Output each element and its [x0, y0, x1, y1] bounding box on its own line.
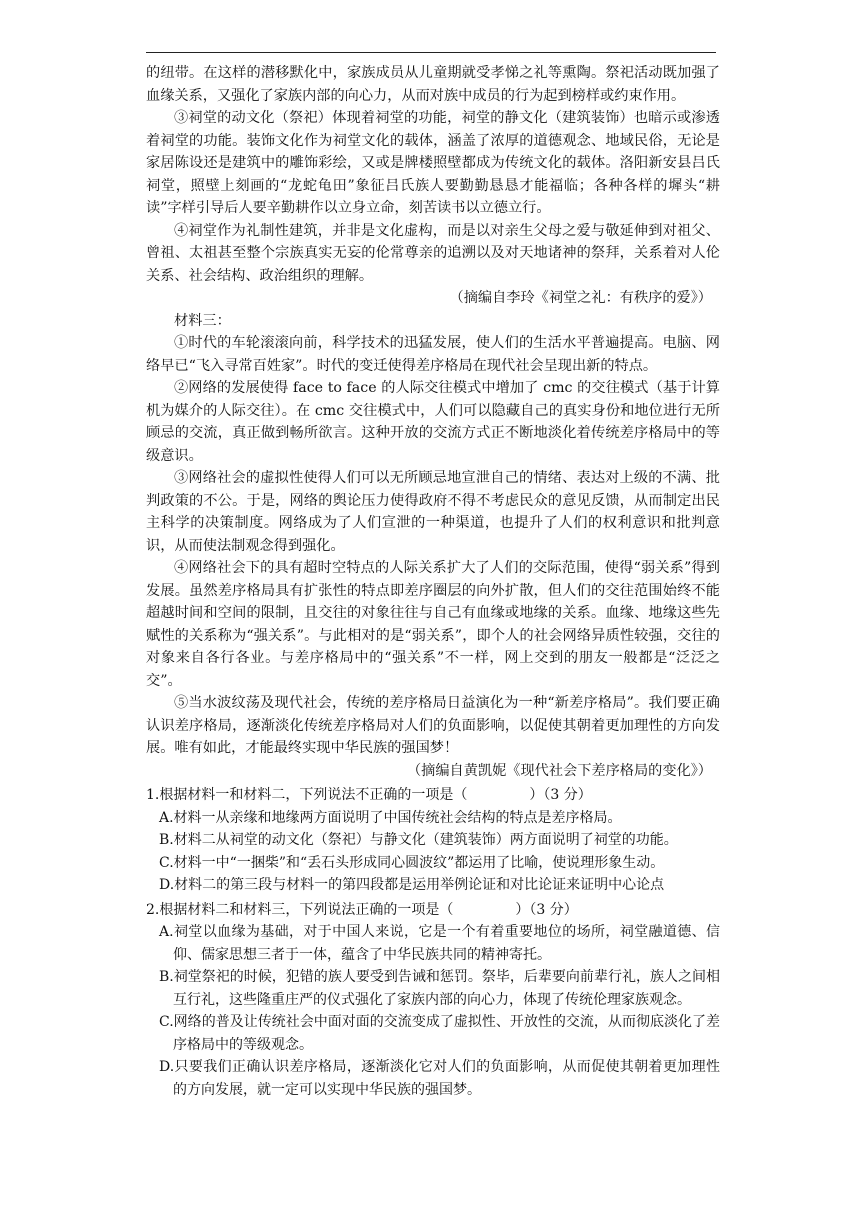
option-a: A.祠堂以血缘为基础，对于中国人来说，它是一个有着重要地位的场所，祠堂融道德、信仰、儒家思想三者于一体，蕴含了中华民族共同的精神寄托。 [159, 924, 720, 963]
material-3-paragraph-1: ①时代的车轮滚滚向前，科学技术的迅猛发展，使人们的生活水平普遍提高。电脑、网络早已“飞入寻常百姓家”。时代的变迁使得差序格局在现代社会呈现出新的特点。 [146, 335, 720, 374]
material-3-paragraph-2: ②网络的发展使得 face to face 的人际交往模式中增加了 cmc 的交往模式（基于计算机为媒介的人际交往）。在 cmc 交往模式中，人们可以隐藏自己的真实身份和地位进行无所顾忌的交流，真正做到畅所欲言。这种开放的交流方式正不断地淡化着传统差序格局中的等级意识。 [146, 380, 720, 464]
option-c: C.网络的普及让传统社会中面对面的交流变成了虚拟性、开放性的交流，从而彻底淡化了差序格局中的等级观念。 [159, 1014, 720, 1053]
question-2 [146, 899, 720, 1102]
option-a: A.材料一从亲缘和地缘两方面说明了中国传统社会结构的特点是差序格局。 [159, 809, 622, 826]
material-3-heading: 材料三： [174, 312, 231, 329]
material-3-paragraph-3: ③网络社会的虚拟性使得人们可以无所顾忌地宣泄自己的情绪、表达对上级的不满、批判政策的不公。于是，网络的舆论压力使得政府不得不考虑民众的意见反馈，从而制定出民主科学的决策制度。网络成为了人们宣泄的一种渠道，也提升了人们的权利意识和批判意识，从而使法制观念得到强化。 [146, 470, 720, 554]
paragraph-3: ③祠堂的动文化（祭祀）体现着祠堂的功能，祠堂的静文化（建筑装饰）也暗示或渗透着祠堂的功能。装饰文化作为祠堂文化的载体，涵盖了浓厚的道德观念、地域民俗，无论是家居陈设还是建筑中的雕饰彩绘，又或是牌楼照壁都成为传统文化的载体。洛阳新安县吕氏祠堂，照壁上刻画的“龙蛇龟田”象征吕氏族人要勤勤恳恳才能福临；各种各样的墀头“耕读”字样引导后人要辛勤耕作以立身立命，刻苦读书以立德立行。 [146, 110, 720, 216]
question-stem-text: 2.根据材料二和材料三，下列说法正确的一项是（ [146, 901, 454, 918]
source-citation-2: （摘编自李玲《祠堂之礼：有秩序的爱》） [449, 290, 712, 306]
question-stem [146, 784, 720, 807]
header-rule [146, 52, 716, 53]
option-d: D.只要我们正确认识差序格局，逐渐淡化它对人们的负面影响，从而促使其朝着更加理性的方向发展，就一定可以实现中华民族的强国梦。 [159, 1059, 720, 1098]
question-points: ）（3 分） [515, 901, 578, 918]
paragraph-continuation: 的纽带。在这样的潜移默化中，家族成员从儿童期就受孝悌之礼等熏陶。祭祀活动既加强了血缘关系，又强化了家族内部的向心力，从而对族中成员的行为起到榜样或约束作用。 [146, 65, 720, 104]
question-points: ）（3 分） [529, 787, 592, 803]
option-b: B.祠堂祭祀的时候，犯错的族人要受到告诫和惩罚。祭毕，后辈要向前辈行礼，族人之间相互行礼，这些隆重庄严的仪式强化了家族内部的向心力，体现了传统伦理家族观念。 [159, 969, 720, 1008]
material-3-paragraph-4: ④网络社会下的具有超时空特点的人际关系扩大了人们的交际范围，使得“弱关系”得到发展。虽然差序格局具有扩张性的特点即差序圈层的向外扩散，但人们的交往范围始终不能超越时间和空间的限制，且交往的对象往往与自己有血缘或地缘的关系。血缘、地缘这些先赋性的关系称为“强关系”。与此相对的是“弱关系”，即个人的社会网络异质性较强，交往的对象来自各行各业。与差序格局中的“强关系”不一样，网上交到的朋友一般都是“泛泛之交”。 [146, 560, 720, 689]
option-c: C.材料一中“一捆柴”和“丢石头形成同心圆波纹”都运用了比喻，使说理形象生动。 [159, 854, 665, 871]
material-3-paragraph-5: ⑤当水波纹荡及现代社会，传统的差序格局日益演化为一种“新差序格局”。我们要正确认识差序格局，逐渐淡化传统差序格局对人们的负面影响，以促使其朝着更加理性的方向发展。唯有如此，才能最终实现中华民族的强国梦！ [146, 695, 720, 756]
option-d: D.材料二的第三段与材料一的第四段都是运用举例论证和对比论证来证明中心论点 [159, 877, 665, 893]
paragraph-4: ④祠堂作为礼制性建筑，并非是文化虚构，而是以对亲生父母之爱与敬延伸到对祖父、曾祖、太祖甚至整个宗族真实无妄的伦常尊亲的追溯以及对天地诸神的祭拜，关系着对人伦关系、社会结构、政治组织的理解。 [146, 222, 720, 284]
question-stem-text: 1.根据材料一和材料二，下列说法不正确的一项是（ [146, 787, 468, 803]
question-1 [146, 784, 720, 897]
option-b: B.材料二从祠堂的动文化（祭祀）与静文化（建筑装饰）两方面说明了祠堂的功能。 [159, 832, 678, 848]
question-stem [146, 899, 720, 922]
document-body [146, 62, 720, 1101]
source-citation-3: （摘编自黄凯妮《现代社会下差序格局的变化》） [406, 762, 712, 779]
